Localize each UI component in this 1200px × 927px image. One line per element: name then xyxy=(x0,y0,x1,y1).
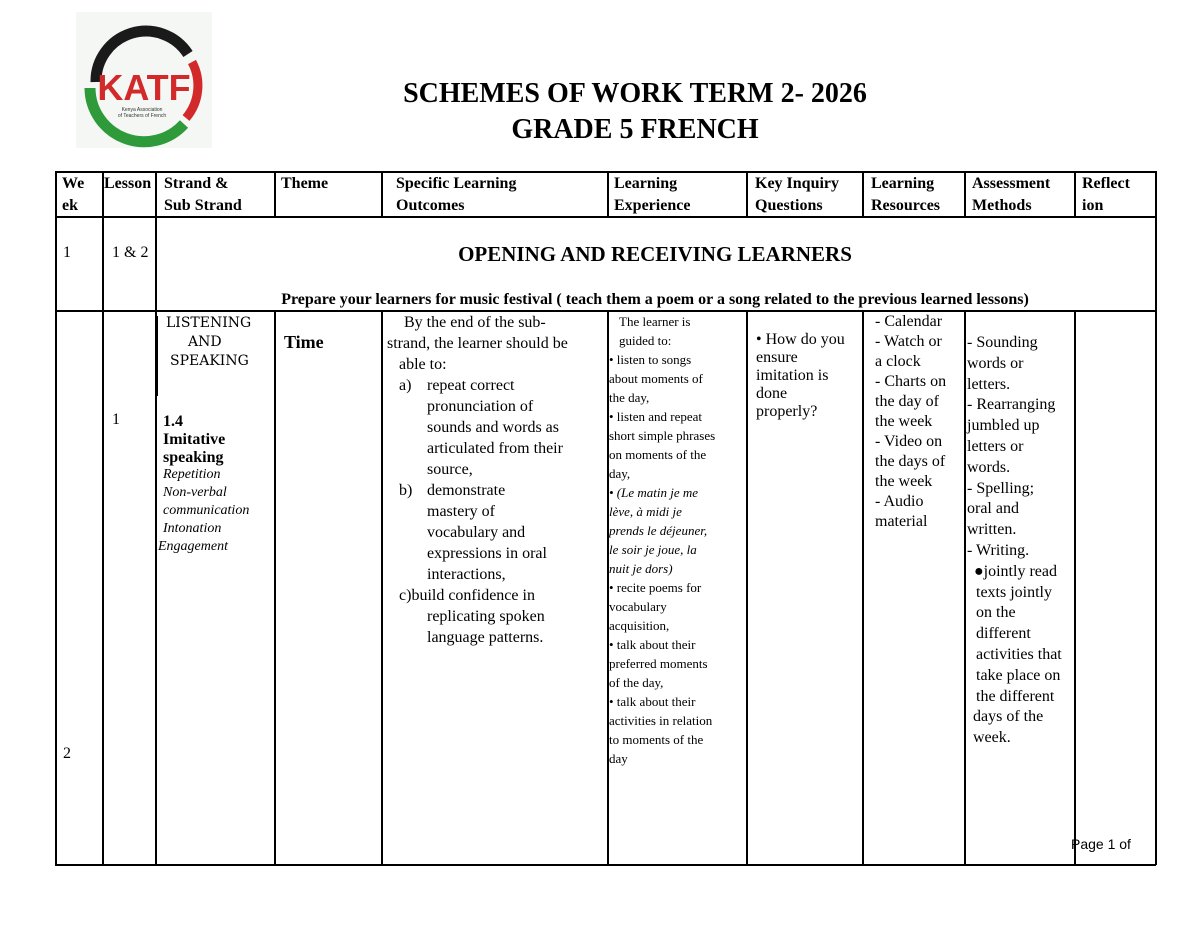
col-line xyxy=(155,171,157,865)
row1-lesson: 1 & 2 xyxy=(112,244,149,261)
col-line xyxy=(1155,171,1157,865)
row2-lesson: 1 xyxy=(112,411,120,428)
col-line xyxy=(102,171,104,865)
assessment-cell: - Sounding words or letters. - Rearranging jumbled up letters or words. - Spelling; oral and written. - Writing. ●jointly read texts jointly on the different activities that take place on the different days of the week. xyxy=(967,334,1062,747)
col-line xyxy=(1074,171,1076,217)
row1-note: Prepare your learners for music festival ( teach them a poem or a song related to the previous learned lessons) xyxy=(281,291,1029,308)
slo-cell: By the end of the sub- strand, the learner should be able to: a) repeat correct pronunciation of sounds and words as articulated from their source, b) demonstrate mastery of vocabulary and expressions in oral interactions, c)build confidence in replicating spoken language patterns. xyxy=(387,314,568,646)
header-assessment: Assessment Methods xyxy=(972,175,1051,214)
svg-text:of Teachers of French: of Teachers of French xyxy=(117,113,167,119)
header-learning-resources: Learning Resources xyxy=(871,175,941,214)
substrand-items: Repetition Non-verbal communication Intonation Engagement xyxy=(158,467,250,554)
col-line xyxy=(381,310,383,865)
theme-cell: Time xyxy=(284,332,324,352)
table-bottom-border xyxy=(55,864,1156,866)
col-line xyxy=(274,310,276,865)
row1-week: 1 xyxy=(63,244,71,261)
header-reflection: Reflect ion xyxy=(1082,175,1130,214)
col-line xyxy=(607,171,609,217)
header-slo: Specific Learning Outcomes xyxy=(396,175,517,214)
strand-margin-bar xyxy=(155,316,158,396)
key-inquiry-cell: • How do you ensure imitation is done properly? xyxy=(756,331,845,420)
col-line xyxy=(274,171,276,217)
header-week: We ek xyxy=(62,175,85,214)
header-key-inquiry: Key Inquiry Questions xyxy=(755,175,840,214)
header-theme: Theme xyxy=(281,175,329,192)
logo-text: KATF xyxy=(97,67,191,108)
col-line xyxy=(55,171,57,865)
header-lesson: Lesson xyxy=(104,175,152,192)
col-line xyxy=(964,171,966,217)
learning-experience-cell: The learner is guided to: • listen to songs about moments of the day, • listen and repeat short simple phrases on moments of the day, • (Le matin je me lève, à midi je prends le déjeuner, le soir je joue, la nuit je dors) • recite poems for vocabulary acquisition, • talk about their preferred moments of the day, • talk about their activities in relation to moments of the day xyxy=(609,314,716,766)
col-line xyxy=(862,171,864,217)
col-line xyxy=(862,310,864,865)
strand-cell: LISTENING AND SPEAKING xyxy=(166,315,252,369)
col-line xyxy=(381,171,383,217)
col-line xyxy=(964,310,966,865)
katf-logo xyxy=(76,12,212,148)
page-subtitle: GRADE 5 FRENCH xyxy=(511,114,759,145)
substrand-title: 1.4 Imitative speaking xyxy=(163,413,226,466)
col-line xyxy=(746,171,748,217)
page-title: SCHEMES OF WORK TERM 2- 2026 xyxy=(403,78,867,109)
page-number: Page 1 of xyxy=(1071,836,1131,852)
row2-week: 2 xyxy=(63,745,71,762)
header-learning-experience: Learning Experience xyxy=(614,175,691,214)
header-strand: Strand & Sub Strand xyxy=(164,175,242,214)
row1-heading: OPENING AND RECEIVING LEARNERS xyxy=(458,242,852,266)
svg-text:Kenya Association: Kenya Association xyxy=(121,107,163,113)
col-line xyxy=(746,310,748,865)
learning-resources-cell: - Calendar - Watch or a clock - Charts on the day of the week - Video on the days of the week - Audio material xyxy=(875,313,947,530)
